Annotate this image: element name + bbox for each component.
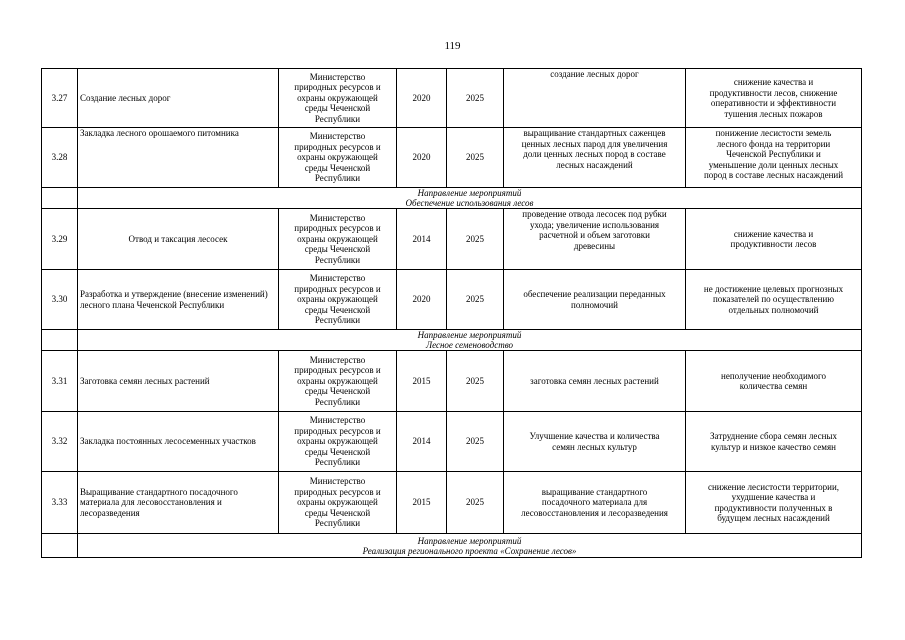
measures-table <box>41 68 862 558</box>
row-number: 3.27 <box>42 69 78 128</box>
start-year: 2020 <box>397 128 447 188</box>
expected-result: выращивание стандартного посадочного материала для лесовосстановления и лесоразведения <box>504 472 686 534</box>
measure-name: Отвод и таксация лесосек <box>78 209 279 270</box>
end-year: 2025 <box>447 472 504 534</box>
responsible-org: Министерство природных ресурсов и охраны окружающей среды Чеченской Республики <box>279 472 397 534</box>
row-number: 3.32 <box>42 412 78 472</box>
consequence: снижение качества и продуктивности лесов <box>686 209 862 270</box>
start-year: 2014 <box>397 412 447 472</box>
responsible-org: Министерство природных ресурсов и охраны окружающей среды Чеченской Республики <box>279 128 397 188</box>
measure-name: Заготовка семян лесных растений <box>78 351 279 412</box>
measure-name: Создание лесных дорог <box>78 69 279 128</box>
measure-name: Закладка постоянных лесосеменных участков <box>78 412 279 472</box>
expected-result: заготовка семян лесных растений <box>504 351 686 412</box>
consequence: снижение качества и продуктивности лесов, снижение оперативности и эффективности тушения лесных пожаров <box>686 69 862 128</box>
table-row <box>42 209 862 270</box>
direction-row <box>42 330 862 351</box>
direction-row <box>42 188 862 209</box>
consequence: неполучение необходимого количества семян <box>686 351 862 412</box>
responsible-org: Министерство природных ресурсов и охраны окружающей среды Чеченской Республики <box>279 412 397 472</box>
end-year: 2025 <box>447 209 504 270</box>
start-year: 2015 <box>397 472 447 534</box>
row-number: 3.31 <box>42 351 78 412</box>
end-year: 2025 <box>447 69 504 128</box>
direction-blank-cell <box>42 188 78 209</box>
row-number: 3.29 <box>42 209 78 270</box>
page-number: 119 <box>444 40 461 52</box>
table-row <box>42 351 862 412</box>
direction-blank-cell <box>42 534 78 558</box>
expected-result: проведение отвода лесосек под рубки ухода; увеличение использования расчетной и объем заготовки древесины <box>504 209 686 270</box>
responsible-org: Министерство природных ресурсов и охраны окружающей среды Чеченской Республики <box>279 351 397 412</box>
consequence: не достижение целевых прогнозных показателей по осуществлению отдельных полномочий <box>686 270 862 330</box>
responsible-org: Министерство природных ресурсов и охраны окружающей среды Чеченской Республики <box>279 69 397 128</box>
measure-name: Разработка и утверждение (внесение изменений) лесного плана Чеченской Республики <box>78 270 279 330</box>
expected-result: обеспечение реализации переданных полномочий <box>504 270 686 330</box>
responsible-org: Министерство природных ресурсов и охраны окружающей среды Чеченской Республики <box>279 209 397 270</box>
table-row <box>42 69 862 128</box>
direction-heading: Направление мероприятий Лесное семеноводство <box>78 330 862 351</box>
consequence: понижение лесистости земель лесного фонда на территории Чеченской Республики и уменьшение доли ценных лесных пород в составе лесных насаждений <box>686 128 862 188</box>
start-year: 2020 <box>397 270 447 330</box>
row-number: 3.33 <box>42 472 78 534</box>
start-year: 2015 <box>397 351 447 412</box>
expected-result: создание лесных дорог <box>504 69 686 128</box>
consequence: снижение лесистости территории, ухудшение качества и продуктивности полученных в будущем лесных насаждений <box>686 472 862 534</box>
consequence: Затруднение сбора семян лесных культур и низкое качество семян <box>686 412 862 472</box>
direction-heading: Направление мероприятий Обеспечение использования лесов <box>78 188 862 209</box>
measure-name: Выращивание стандартного посадочного материала для лесовосстановления и лесоразведения <box>78 472 279 534</box>
responsible-org: Министерство природных ресурсов и охраны окружающей среды Чеченской Республики <box>279 270 397 330</box>
start-year: 2020 <box>397 69 447 128</box>
table-row <box>42 128 862 188</box>
end-year: 2025 <box>447 128 504 188</box>
end-year: 2025 <box>447 351 504 412</box>
row-number: 3.28 <box>42 128 78 188</box>
expected-result: выращивание стандартных саженцев ценных лесных парод для увеличения доли ценных лесных пород в составе лесных насаждений <box>504 128 686 188</box>
table-row <box>42 270 862 330</box>
end-year: 2025 <box>447 412 504 472</box>
direction-blank-cell <box>42 330 78 351</box>
direction-heading: Направление мероприятий Реализация регионального проекта «Сохранение лесов» <box>78 534 862 558</box>
measure-name: Закладка лесного орошаемого питомника <box>78 128 279 188</box>
table-row <box>42 472 862 534</box>
start-year: 2014 <box>397 209 447 270</box>
end-year: 2025 <box>447 270 504 330</box>
table-row <box>42 412 862 472</box>
row-number: 3.30 <box>42 270 78 330</box>
direction-row <box>42 534 862 558</box>
expected-result: Улучшение качества и количества семян лесных культур <box>504 412 686 472</box>
